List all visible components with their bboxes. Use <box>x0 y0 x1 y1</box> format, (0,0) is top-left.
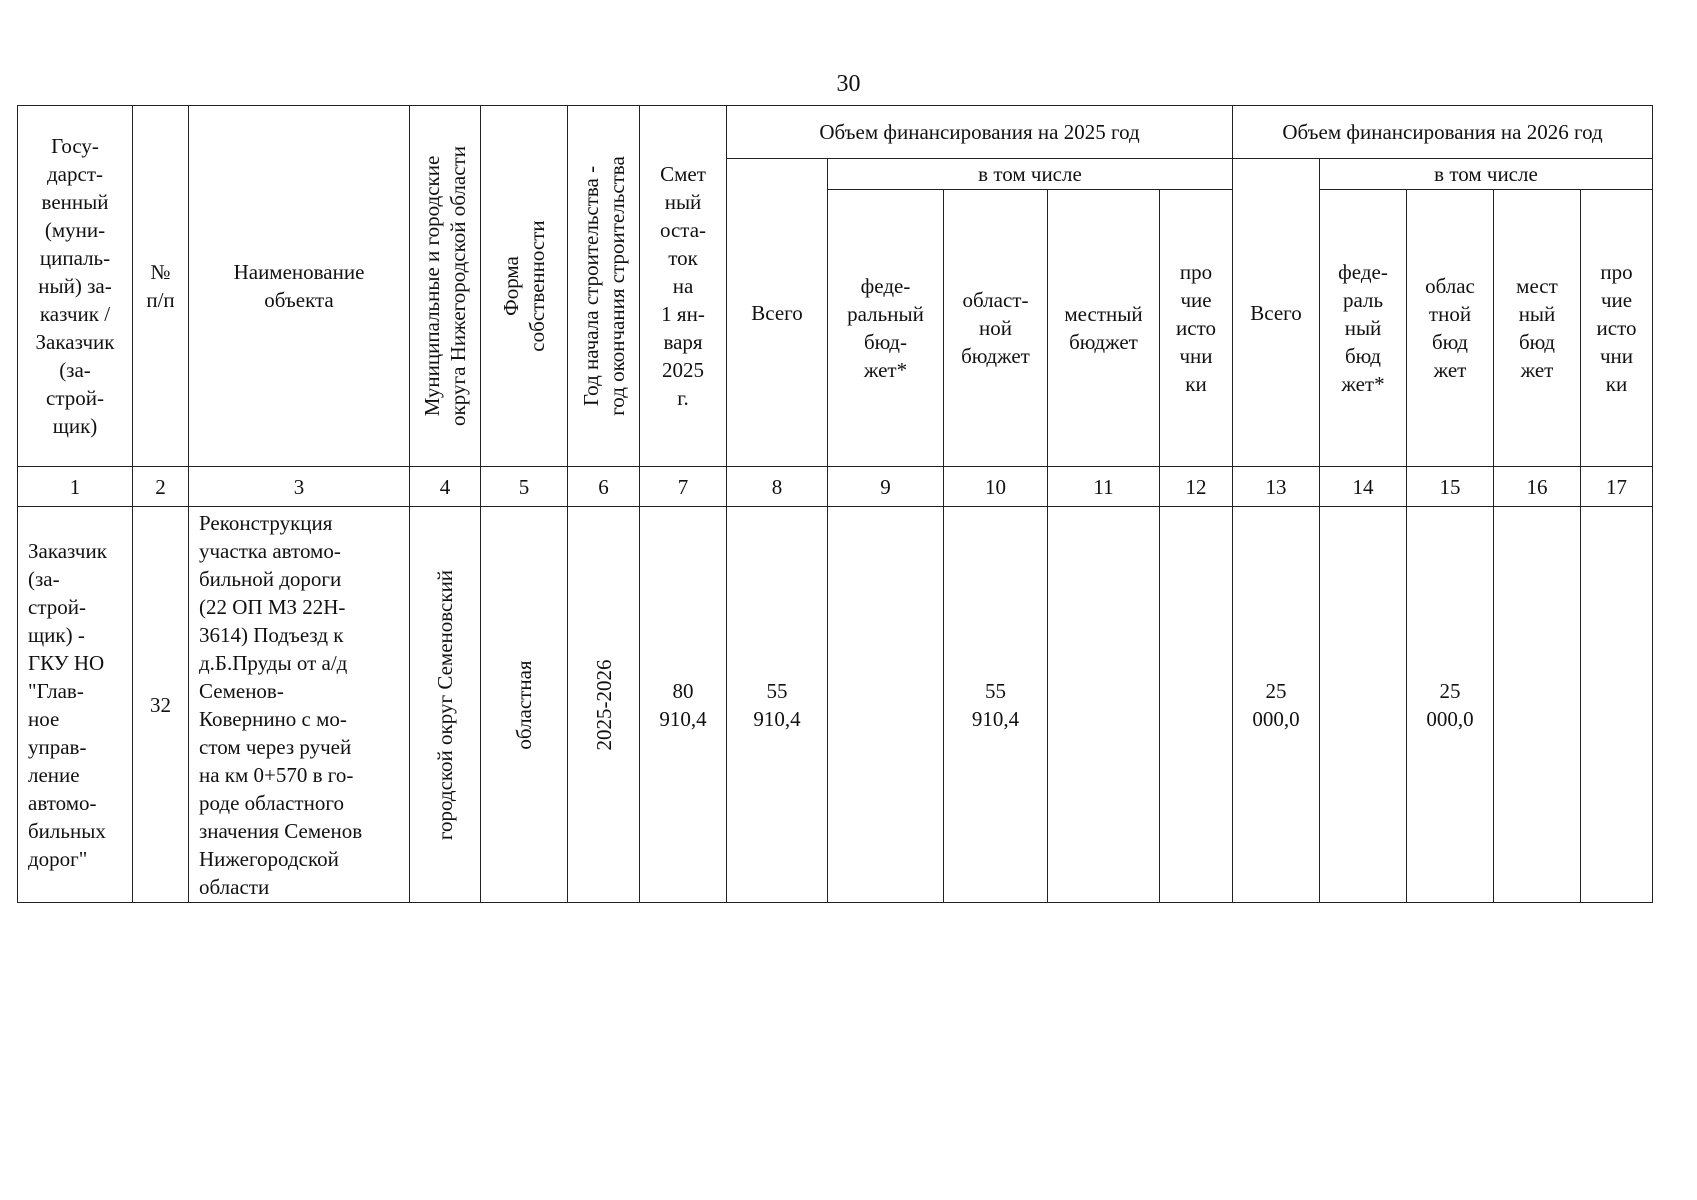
page-number: 30 <box>836 71 861 97</box>
cell-years: 2025-2026 <box>568 507 640 903</box>
financing-table <box>17 105 1653 903</box>
column-number: 8 <box>727 467 828 507</box>
header-estimate-balance: Смет ный оста- ток на 1 ян- варя 2025 г. <box>640 106 727 467</box>
header-other-2026: про чие исто чни ки <box>1581 190 1653 467</box>
column-numbers-row <box>18 467 1653 507</box>
header-other-2025: про чие исто чни ки <box>1160 190 1233 467</box>
column-number: 7 <box>640 467 727 507</box>
cell-regional-2025: 55 910,4 <box>944 507 1048 903</box>
cell-ownership: областная <box>481 507 568 903</box>
cell-local-2026 <box>1494 507 1581 903</box>
column-number: 12 <box>1160 467 1233 507</box>
column-number: 14 <box>1320 467 1407 507</box>
cell-federal-2025 <box>828 507 944 903</box>
cell-object-name: Реконструкция участка автомо- бильной дороги (22 ОП МЗ 22Н- 3614) Подъезд к д.Б.Пруды от а/д Семенов- Ковернино с мо- стом через ручей на км 0+570 в го- роде областного значения Семенов Нижегородской области <box>189 507 410 903</box>
header-row-1 <box>18 106 1653 159</box>
header-municipality: Муниципальные и городские округа Нижегородской области <box>410 106 481 467</box>
header-ownership: Форма собственности <box>481 106 568 467</box>
header-financing-2025: Объем финансирования на 2025 год <box>727 106 1233 159</box>
header-object-name: Наименование объекта <box>189 106 410 467</box>
cell-federal-2026 <box>1320 507 1407 903</box>
cell-other-2025 <box>1160 507 1233 903</box>
header-local-2026: мест ный бюд жет <box>1494 190 1581 467</box>
cell-estimate-balance: 80 910,4 <box>640 507 727 903</box>
header-years: Год начала строительства - год окончания строительства <box>568 106 640 467</box>
cell-local-2025 <box>1048 507 1160 903</box>
header-total-2026: Всего <box>1233 159 1320 467</box>
cell-total-2025: 55 910,4 <box>727 507 828 903</box>
header-local-2025: местный бюджет <box>1048 190 1160 467</box>
header-regional-2025: област- ной бюджет <box>944 190 1048 467</box>
column-number: 16 <box>1494 467 1581 507</box>
header-customer: Госу- дарст- венный (муни- ципаль- ный) за- казчик / Заказчик (за- строй- щик) <box>18 106 133 467</box>
header-including-2025: в том числе <box>828 159 1233 190</box>
column-number: 4 <box>410 467 481 507</box>
column-number: 17 <box>1581 467 1653 507</box>
cell-regional-2026: 25 000,0 <box>1407 507 1494 903</box>
header-financing-2026: Объем финансирования на 2026 год <box>1233 106 1653 159</box>
column-number: 9 <box>828 467 944 507</box>
column-number: 15 <box>1407 467 1494 507</box>
header-including-2026: в том числе <box>1320 159 1653 190</box>
cell-municipality: городской округ Семеновский <box>410 507 481 903</box>
column-number: 2 <box>133 467 189 507</box>
column-number: 11 <box>1048 467 1160 507</box>
header-regional-2026: облас тной бюд жет <box>1407 190 1494 467</box>
header-federal-2026: феде- раль ный бюд жет* <box>1320 190 1407 467</box>
cell-number: 32 <box>133 507 189 903</box>
column-number: 13 <box>1233 467 1320 507</box>
cell-total-2026: 25 000,0 <box>1233 507 1320 903</box>
column-number: 6 <box>568 467 640 507</box>
cell-other-2026 <box>1581 507 1653 903</box>
column-number: 10 <box>944 467 1048 507</box>
table-row <box>18 507 1653 903</box>
column-number: 3 <box>189 467 410 507</box>
column-number: 1 <box>18 467 133 507</box>
header-federal-2025: феде- ральный бюд- жет* <box>828 190 944 467</box>
header-total-2025: Всего <box>727 159 828 467</box>
column-number: 5 <box>481 467 568 507</box>
cell-customer: Заказчик (за- строй- щик) - ГКУ НО "Глав- ное управ- ление автомо- бильных дорог" <box>18 507 133 903</box>
header-number: № п/п <box>133 106 189 467</box>
